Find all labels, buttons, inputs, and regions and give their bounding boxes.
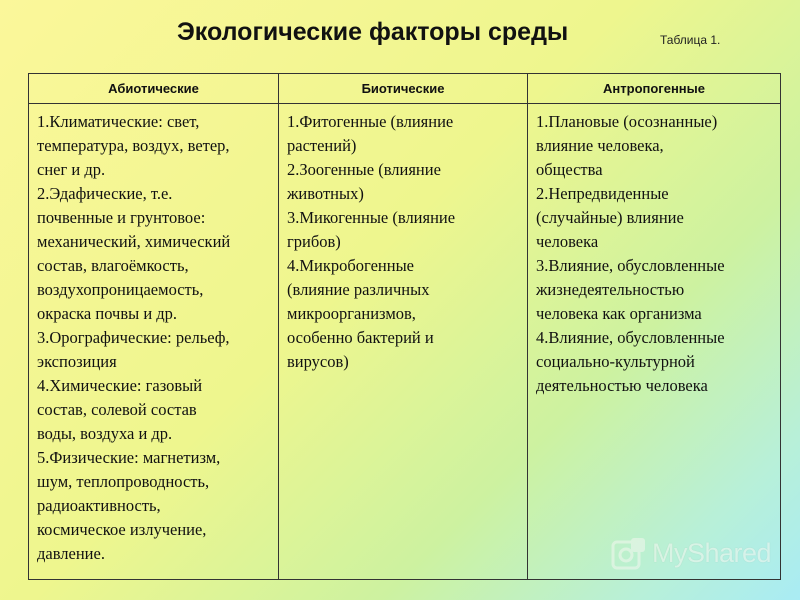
cell-text-line: почвенные и грунтовое: — [37, 208, 206, 227]
cell-text-line: животных) — [287, 184, 364, 203]
cell-text-line: воздухопроницаемость, — [37, 280, 204, 299]
cell-text-line: состав, влагоёмкость, — [37, 256, 189, 275]
cell-text-line: состав, солевой состав — [37, 400, 197, 419]
cell-text-line: 1.Плановые (осознанные) — [536, 112, 718, 131]
anthropogenic-cell — [528, 104, 781, 580]
abiotic-cell — [29, 104, 279, 580]
cell-text-line: снег и др. — [37, 160, 106, 179]
cell-text-line: микроорганизмов, — [287, 304, 416, 323]
cell-text-line: радиоактивность, — [37, 496, 161, 515]
cell-text-line: 2.Непредвиденные — [536, 184, 669, 203]
table-row — [29, 104, 781, 580]
cell-text-line: социально-культурной — [536, 352, 695, 371]
table-number-label: Таблица 1. — [660, 33, 721, 47]
cell-text-line: вирусов) — [287, 352, 349, 371]
header-biotic: Биотические — [279, 74, 528, 104]
cell-text-line: (случайные) влияние — [536, 208, 684, 227]
cell-text-line: окраска почвы и др. — [37, 304, 178, 323]
table-header-row — [29, 74, 781, 104]
myshared-watermark — [610, 536, 780, 576]
cell-text-line: человека как организма — [536, 304, 702, 323]
cell-text-line: 3.Орографические: рельеф, — [37, 328, 230, 347]
header-abiotic: Абиотические — [29, 74, 279, 104]
cell-text-line: 3.Микогенные (влияние — [287, 208, 456, 227]
biotic-cell — [279, 104, 528, 580]
cell-text-line: 5.Физические: магнетизм, — [37, 448, 221, 467]
cell-text-line: 1.Фитогенные (влияние — [287, 112, 454, 131]
cell-text-line: 4.Влияние, обусловленные — [536, 328, 725, 347]
cell-text-line: (влияние различных — [287, 280, 430, 299]
cell-text-line: влияние человека, — [536, 136, 664, 155]
cell-text-line: шум, теплопроводность, — [37, 472, 210, 491]
cell-text-line: 4.Химические: газовый — [37, 376, 203, 395]
cell-text-line: 4.Микробогенные — [287, 256, 414, 275]
cell-text-line: 2.Эдафические, т.е. — [37, 184, 173, 203]
cell-text-line: человека — [536, 232, 599, 251]
cell-text-line: температура, воздух, ветер, — [37, 136, 230, 155]
cell-text-line: 3.Влияние, обусловленные — [536, 256, 725, 275]
header-anthropogenic: Антропогенные — [528, 74, 781, 104]
cell-text-line: воды, воздуха и др. — [37, 424, 173, 443]
cell-text-line: давление. — [37, 544, 105, 563]
cell-text-line: особенно бактерий и — [287, 328, 434, 347]
cell-text-line: экспозиция — [37, 352, 117, 371]
ecological-factors-table — [28, 73, 781, 580]
myshared-logo-icon — [610, 536, 648, 574]
cell-text-line: деятельностью человека — [536, 376, 708, 395]
page-title: Экологические факторы среды — [177, 18, 569, 46]
cell-text-line: общества — [536, 160, 603, 179]
cell-text-line: грибов) — [287, 232, 341, 251]
cell-text-line: жизнедеятельностью — [536, 280, 685, 299]
watermark-text: MyShared — [652, 538, 772, 568]
cell-text-line: растений) — [287, 136, 357, 155]
cell-text-line: 2.Зоогенные (влияние — [287, 160, 441, 179]
cell-text-line: 1.Климатические: свет, — [37, 112, 200, 131]
cell-text-line: космическое излучение, — [37, 520, 207, 539]
cell-text-line: механический, химический — [37, 232, 231, 251]
